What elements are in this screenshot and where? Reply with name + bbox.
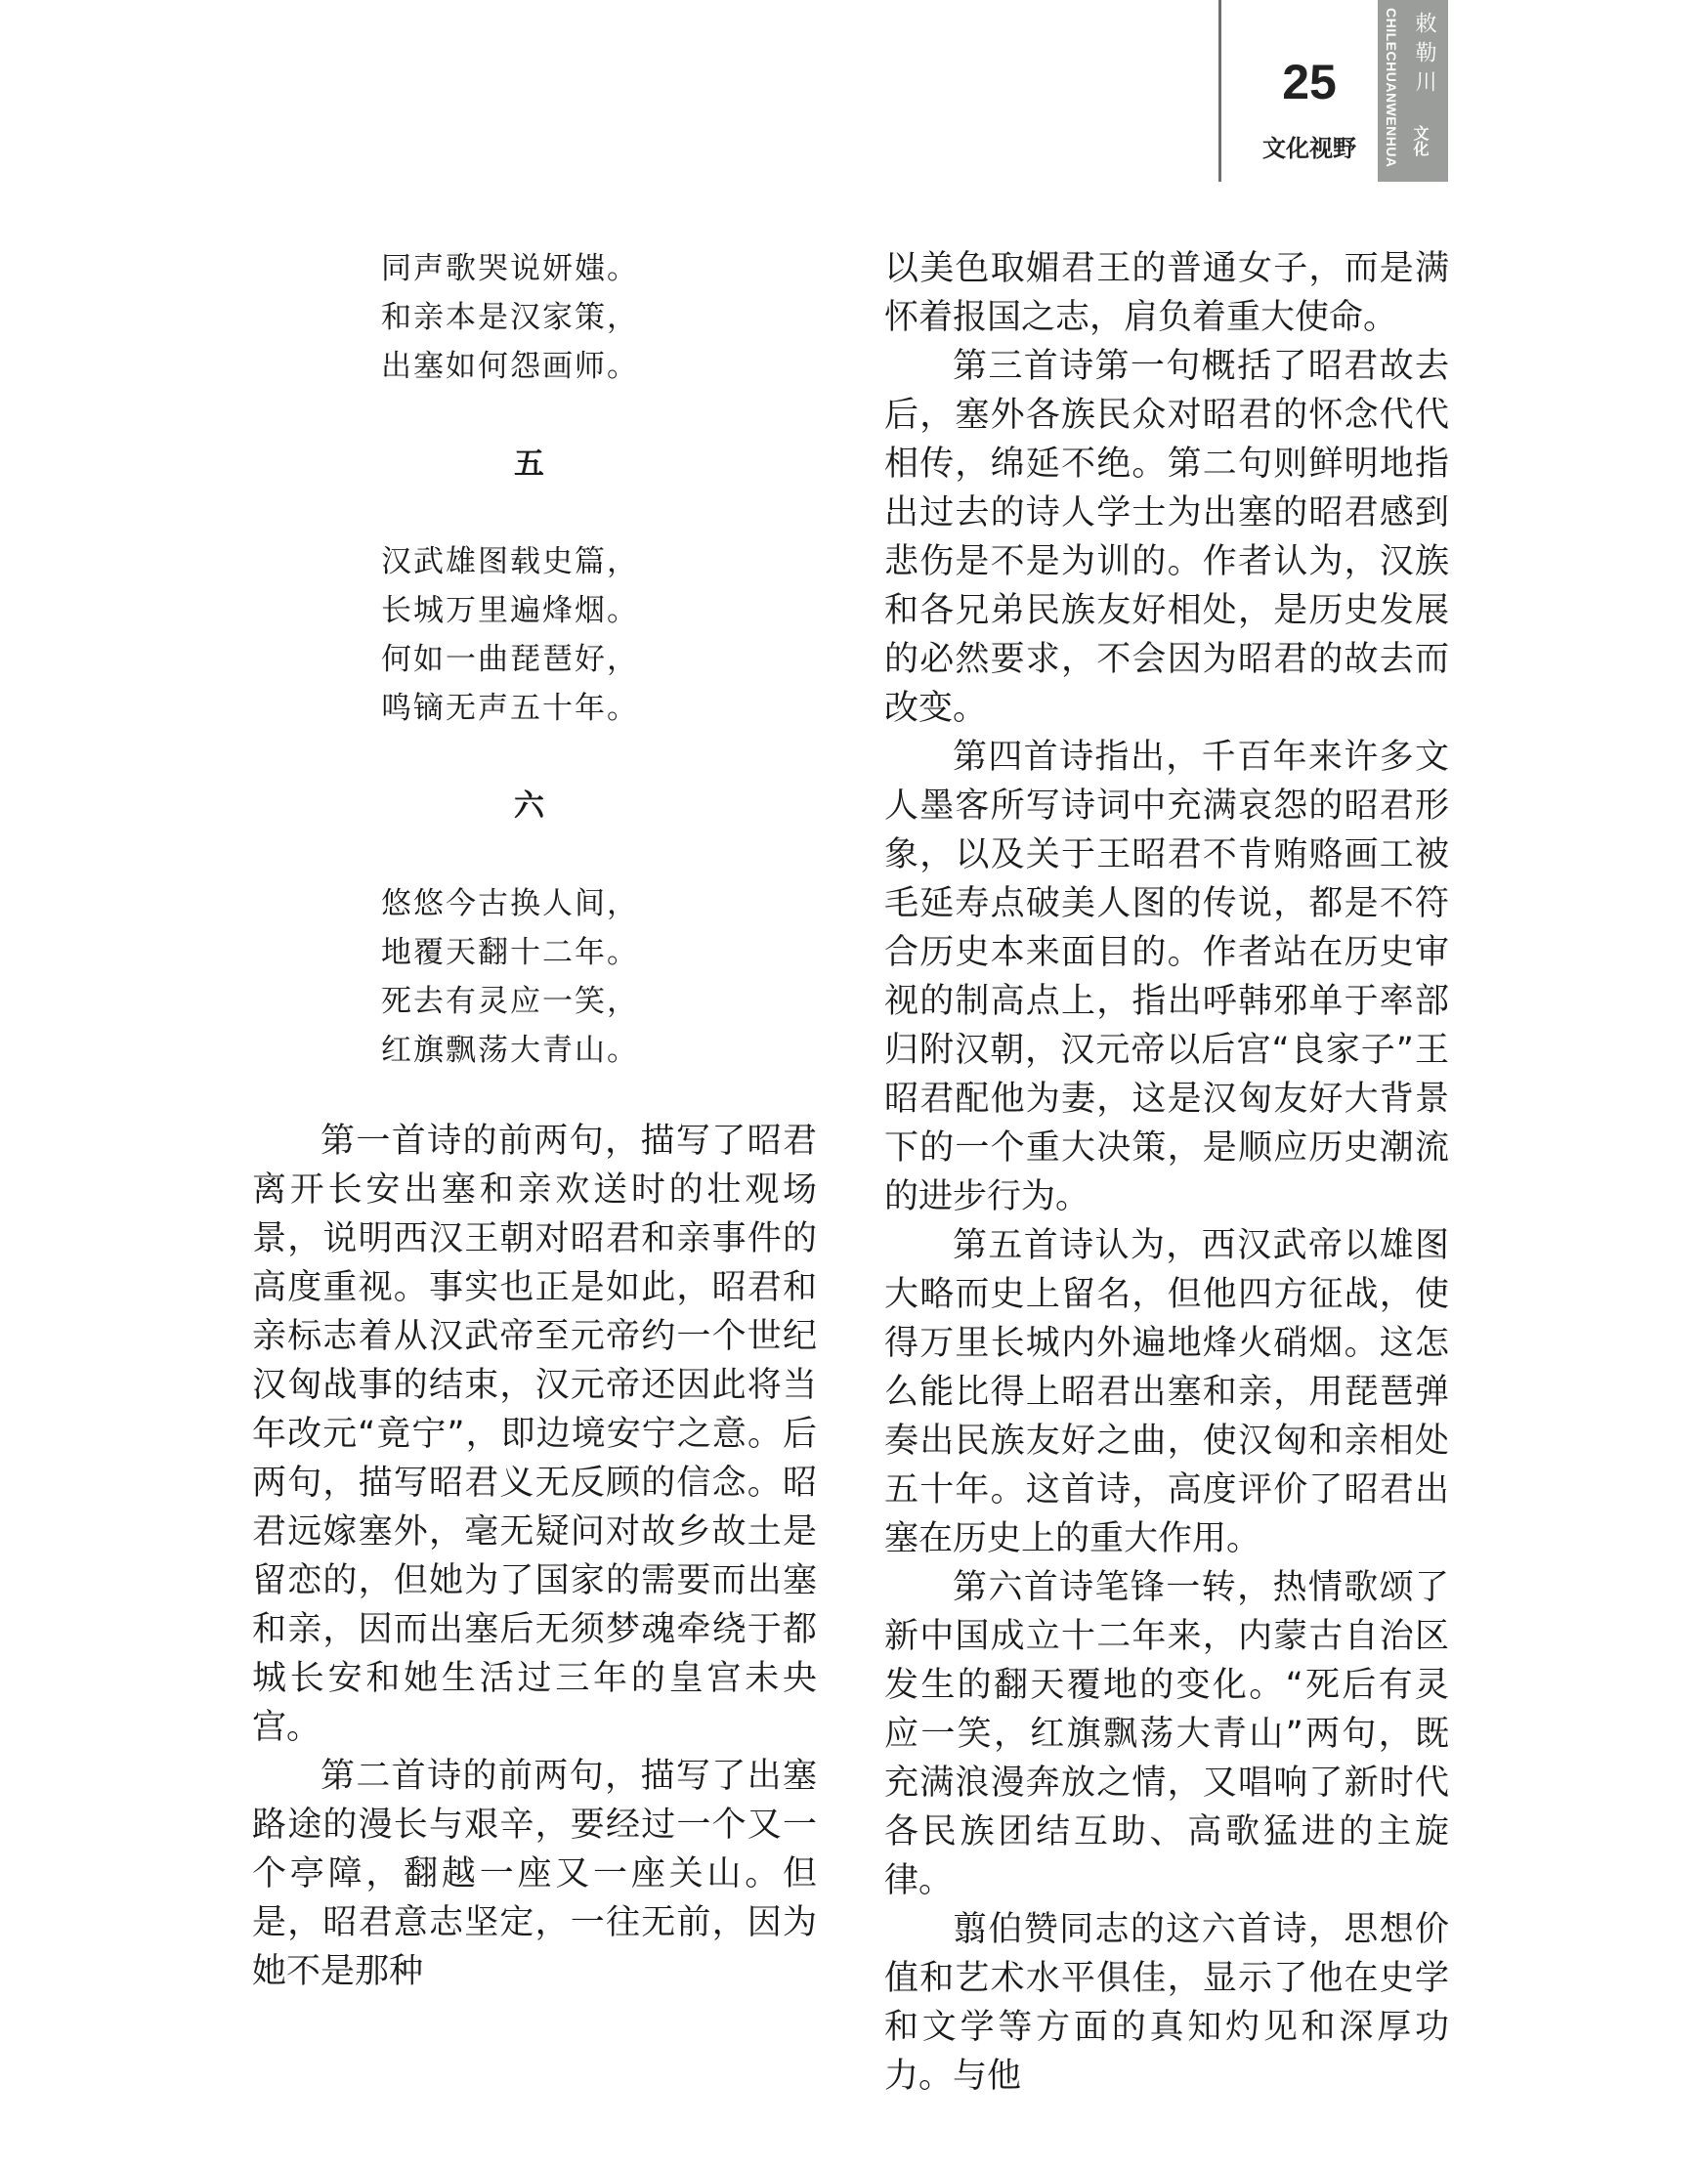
poem-line: 和亲本是汉家策， — [381, 300, 639, 335]
poem-line: 鸣镝无声五十年。 — [381, 691, 639, 726]
page-number: 25 — [1282, 55, 1337, 109]
left-text-column — [252, 1117, 817, 1996]
body-paragraph: 第五首诗认为，西汉武帝以雄图大略而史上留名，但他四方征战，使得万里长城内外遍地烽火硝烟。这怎么能比得上昭君出塞和亲，用琵琶弹奏出民族友好之曲，使汉匈和亲相处五十年。这首诗，高度评价了昭君出塞在历史上的重大作用。 — [884, 1226, 1449, 1558]
poem-line: 红旗飘荡大青山。 — [381, 1033, 639, 1068]
poem-line: 何如一曲琵琶好， — [381, 642, 639, 677]
body-paragraph: 翦伯赞同志的这六首诗，思想价值和艺术水平俱佳，显示了他在史学和文学等方面的真知灼见和深厚功力。与他 — [884, 1910, 1449, 2096]
brand-sub-text: 文化 — [1411, 125, 1430, 156]
poem-line: 汉武雄图载史篇， — [381, 544, 639, 579]
poem-line: 同声歌哭说妍媸。 — [381, 251, 639, 286]
right-text-column — [884, 244, 1449, 2101]
body-paragraph: 第三首诗第一句概括了昭君故去后，塞外各族民众对昭君的怀念代代相传，绵延不绝。第二句则鲜明地指出过去的诗人学士为出塞的昭君感到悲伤是不是为训的。作者认为，汉族和各兄弟民族友好相处，是历史发展的必然要求，不会因为昭君的故去而改变。 — [884, 347, 1449, 728]
body-paragraph: 第一首诗的前两句，描写了昭君离开长安出塞和亲欢送时的壮观场景，说明西汉王朝对昭君和亲事件的高度重视。事实也正是如此，昭君和亲标志着从汉武帝至元帝约一个世纪汉匈战事的结束，汉元帝还因此将当年改元“竟宁”，即边境安宁之意。后两句，描写昭君义无反顾的信念。昭君远嫁塞外，毫无疑问对故乡故土是留恋的，但她为了国家的需要而出塞和亲，因而出塞后无须梦魂牵绕于都城长安和她生活过三年的皇宫未央宫。 — [252, 1122, 817, 1747]
stanza-heading: 五 — [514, 447, 546, 482]
header-divider — [1218, 0, 1221, 182]
poem-line: 死去有灵应一笑， — [381, 984, 639, 1019]
body-paragraph-continued: 以美色取媚君王的普通女子，而是满怀着报国之志，肩负着重大使命。 — [884, 249, 1449, 337]
brand-strip — [1378, 0, 1448, 182]
brand-latin-text: CHILECHUANWENHUA — [1384, 8, 1399, 168]
poem-line: 长城万里遍烽烟。 — [381, 593, 639, 628]
poem-block — [381, 244, 850, 1075]
brand-logo-text: 敕勒川 — [1412, 12, 1436, 100]
section-title: 文化视野 — [1262, 135, 1356, 162]
poem-line: 出塞如何怨画师。 — [381, 349, 639, 384]
body-paragraph: 第四首诗指出，千百年来许多文人墨客所写诗词中充满哀怨的昭君形象，以及关于王昭君不肯贿赂画工被毛延寿点破美人图的传说，都是不符合历史本来面目的。作者站在历史审视的制高点上，指出呼韩邪单于率部归附汉朝，汉元帝以后宫“良家子”王昭君配他为妻，这是汉匈友好大背景下的一个重大决策，是顺应历史潮流的进步行为。 — [884, 738, 1449, 1216]
body-paragraph: 第六首诗笔锋一转，热情歌颂了新中国成立十二年来，内蒙古自治区发生的翻天覆地的变化。“死后有灵应一笑，红旗飘荡大青山”两句，既充满浪漫奔放之情，又唱响了新时代各民族团结互助、高歌猛进的主旋律。 — [884, 1568, 1449, 1900]
body-paragraph: 第二首诗的前两句，描写了出塞路途的漫长与艰辛，要经过一个又一个亭障，翻越一座又一座关山。但是，昭君意志坚定，一往无前，因为她不是那种 — [252, 1757, 817, 1991]
poem-line: 地覆天翻十二年。 — [381, 935, 639, 970]
poem-line: 悠悠今古换人间， — [381, 886, 639, 921]
stanza-heading: 六 — [514, 788, 546, 824]
